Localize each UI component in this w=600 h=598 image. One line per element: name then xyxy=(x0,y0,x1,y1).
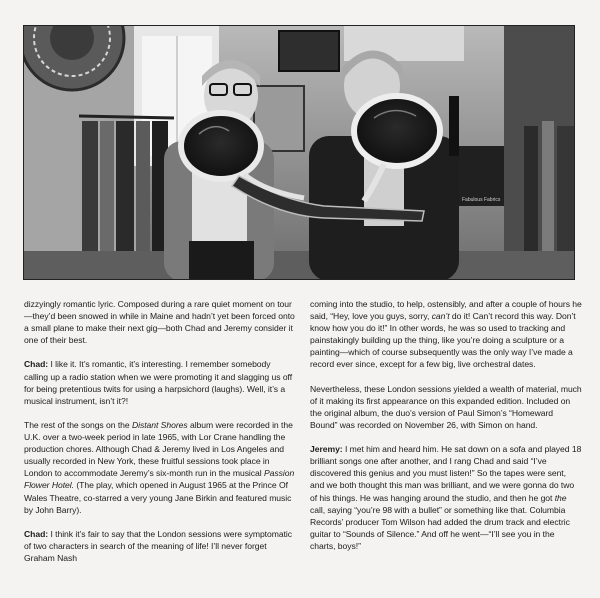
left-text-column xyxy=(24,298,296,576)
paragraph xyxy=(310,383,582,431)
speaker-label: Chad: xyxy=(24,359,49,370)
body-text: I met him and heard him. He sat down on a sofa and played 18 brilliant songs one after another, and I rang Chad and said “I’ve discovered this genius and you must listen!” So the tapes were sent, and we both thought this man was brilliant, and we were gonna do two of his things. He was hanging around the studio, and then he got xyxy=(310,444,582,503)
paragraph xyxy=(24,298,296,346)
emphasis-text: Passion Flower Hotel. xyxy=(24,468,295,491)
body-text: do it! Can’t record this way. Don’t know how you do it!” In other words, he was so used to tracking and painstakingly building up the thing, like you’re doing a sculpture or a painting—which of course subsequently was the only way I’ve made a record ever since, except for a few big, live orchestral dates. xyxy=(310,311,576,370)
emphasis-text: Distant Shores xyxy=(131,419,188,430)
emphasis-text: can’t xyxy=(431,311,450,322)
body-text: (The play, which opened in August 1965 at the Prince Of Wales Theatre, co-starred a very young Jane Birkin and featured music by John Barry). xyxy=(24,480,292,515)
right-text-column xyxy=(310,298,582,564)
body-text: dizzyingly romantic lyric. Composed during a rare quiet moment on tour—they’d been snowed in while in Maine and hadn’t yet been forced onto a small plane to make their next gig—both Chad and Jeremy consider it one of their best. xyxy=(24,299,295,346)
speaker-label: Jeremy: xyxy=(310,444,343,455)
shop-sign: Fabulous Fabrics xyxy=(462,197,501,203)
body-text: The rest of the songs on the xyxy=(24,419,132,430)
paragraph xyxy=(310,443,582,552)
paragraph xyxy=(24,528,296,564)
emphasis-text: the xyxy=(554,492,567,503)
band-photo-illustration xyxy=(24,26,574,279)
paragraph xyxy=(24,419,296,516)
body-text: I think it’s fair to say that the London sessions were symptomatic of two characters in search of the meaning of life! I’ll never forget Graham Nash xyxy=(24,528,293,563)
body-text: call, saying “you’re 98 with a bullet” or something like that. Columbia Records’ producer Tom Wilson had added the drum track and electric guitar to “Sounds of Silence.” And off he went—“I’ll see you in the charts, boys!” xyxy=(310,504,570,551)
body-text: Nevertheless, these London sessions yielded a wealth of material, much of it making its first appearance on this expanded edition. Included on the original album, the duo’s version of Paul Simon’s “Homeward Bound” was recorded on November 26, with Simon on hand. xyxy=(310,383,582,430)
speaker-label: Chad: xyxy=(24,528,49,539)
body-text: album were recorded in the U.K. over a two-week period in late 1965, with Lor Crane handling the production chores. Although Chad & Jeremy lived in Los Angeles and usually recorded in New York, these fruitful sessions took place in London to accommodate Jeremy’s six-month run in the musical xyxy=(24,419,293,479)
paragraph xyxy=(310,298,582,371)
body-text: I like it. It’s romantic, it’s interesting. I remember somebody calling up a radio station when we were promoting it and slagging us off for being pretentious twits for using a harpsichord (laughs). Well, it’s a musical instrument, isn’t it?! xyxy=(24,359,293,406)
paragraph xyxy=(24,358,296,406)
band-photo xyxy=(23,25,575,280)
body-text: coming into the studio, to help, ostensibly, and after a couple of hours he said, “Hey, love you guys, sorry, xyxy=(310,299,582,322)
